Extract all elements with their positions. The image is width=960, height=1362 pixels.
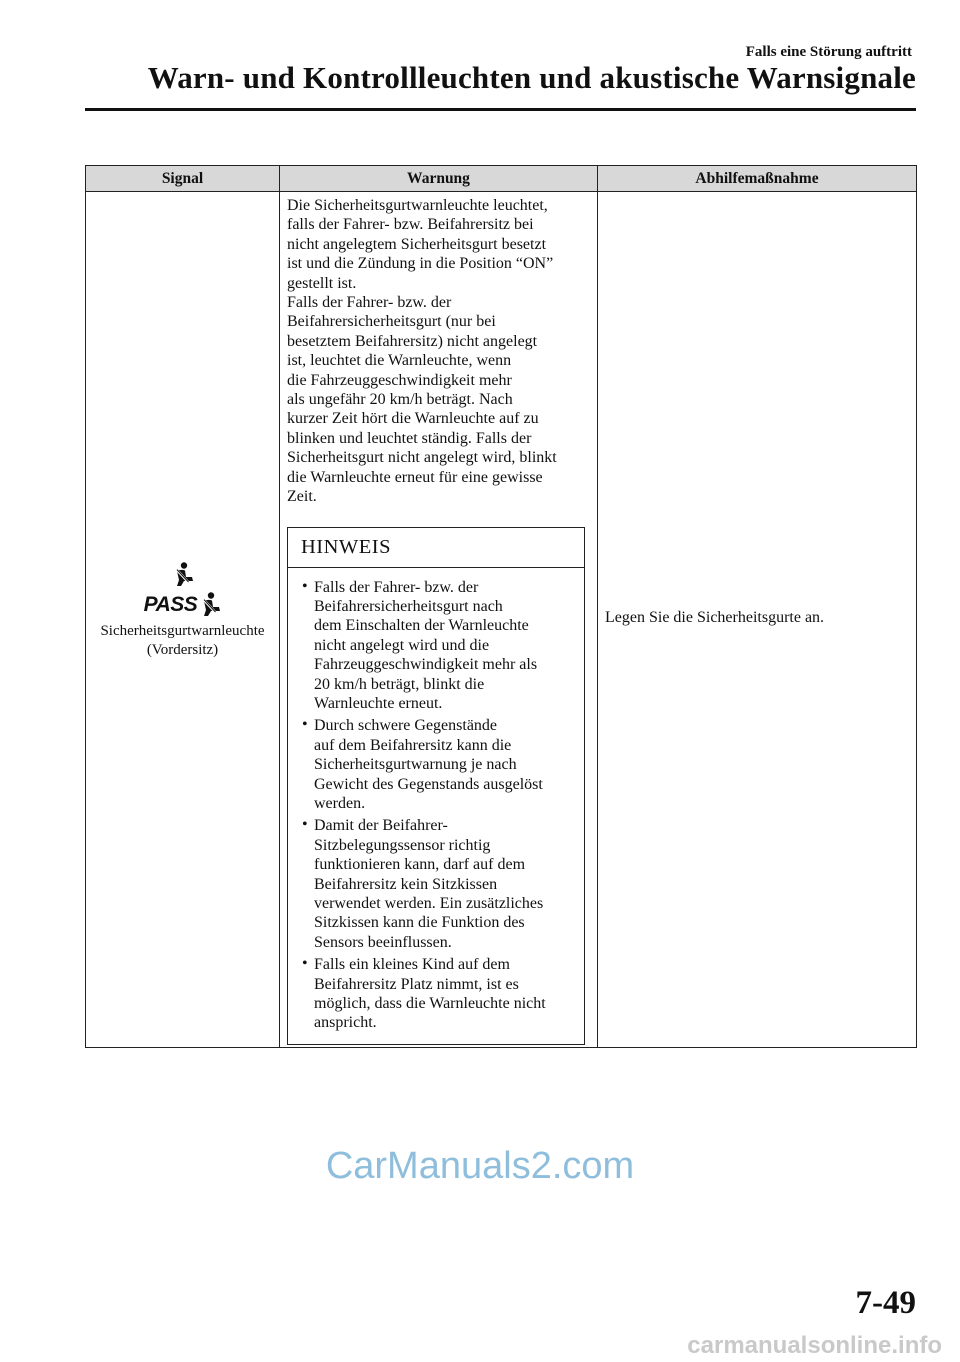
note-line: Damit der Beifahrer- xyxy=(314,817,448,835)
signal-caption xyxy=(86,622,279,660)
warning-line: die Fahrzeuggeschwindigkeit mehr xyxy=(287,371,512,389)
pass-label: PASS xyxy=(143,593,198,616)
note-line: Fahrzeuggeschwindigkeit mehr als xyxy=(314,656,538,674)
column-header-signal: Signal xyxy=(86,166,280,192)
table-row xyxy=(86,192,917,1048)
watermark-logo[interactable]: CarManuals2.com xyxy=(325,1145,635,1187)
signal-subname: (Vordersitz) xyxy=(146,642,219,658)
note-line: Falls ein kleines Kind auf dem xyxy=(314,956,510,974)
note-list xyxy=(288,568,584,1044)
pass-indicator xyxy=(86,592,279,618)
note-line: verwendet werden. Ein zusätzliches xyxy=(314,895,544,912)
note-line: werden. xyxy=(314,794,366,812)
footer-watermark[interactable]: carmanualsonline.info xyxy=(687,1332,942,1359)
column-header-warning: Warnung xyxy=(280,166,598,192)
note-line: Warnleuchte erneut. xyxy=(314,694,443,712)
warning-line: ist, leuchtet die Warnleuchte, wenn xyxy=(287,352,512,370)
bullet-icon: • xyxy=(302,816,308,834)
header-divider xyxy=(85,108,916,111)
warning-line: Beifahrersicherheitsgurt (nur bei xyxy=(287,313,496,331)
note-line: funktionieren kann, darf auf dem xyxy=(314,856,526,874)
section-title: Falls eine Störung auftritt xyxy=(745,44,912,60)
warning-line: Die Sicherheitsgurtwarnleuchte leuchtet, xyxy=(287,197,548,214)
bullet-icon: • xyxy=(302,955,308,973)
bullet-icon: • xyxy=(302,577,308,595)
note-line: Falls der Fahrer- bzw. der xyxy=(314,578,479,596)
warning-line: ist und die Zündung in die Position “ON” xyxy=(287,255,554,273)
list-item xyxy=(302,716,576,813)
seatbelt-warning-icon xyxy=(172,562,194,588)
warning-line: falls der Fahrer- bzw. Beifahrersitz bei xyxy=(287,216,534,234)
note-line: Sicherheitsgurtwarnung je nach xyxy=(314,756,517,774)
warning-line: Zeit. xyxy=(287,488,317,506)
passenger-seatbelt-icon xyxy=(199,592,221,618)
page-number: 7-49 xyxy=(855,1285,916,1321)
warning-text xyxy=(280,192,597,507)
warning-cell xyxy=(280,192,598,1048)
note-line: 20 km/h beträgt, blinkt die xyxy=(314,675,485,693)
note-line: anspricht. xyxy=(314,1014,377,1032)
remedy-cell xyxy=(598,192,917,1048)
note-line: dem Einschalten der Warnleuchte xyxy=(314,617,529,635)
warning-line: Falls der Fahrer- bzw. der xyxy=(287,294,452,312)
note-box xyxy=(287,527,585,1045)
note-line: Sitzkissen kann die Funktion des xyxy=(314,914,525,932)
warning-line: als ungefähr 20 km/h beträgt. Nach xyxy=(287,391,513,409)
note-title: HINWEIS xyxy=(288,528,584,568)
note-line: auf dem Beifahrersitz kann die xyxy=(314,736,512,754)
list-item xyxy=(302,578,576,714)
note-line: möglich, dass die Warnleuchte nicht xyxy=(314,995,546,1013)
warning-line: die Warnleuchte erneut für eine gewisse xyxy=(287,468,543,486)
table-header-row xyxy=(86,166,917,192)
note-line: Beifahrersicherheitsgurt nach xyxy=(314,597,503,615)
list-item xyxy=(302,955,576,1033)
signal-symbol-group xyxy=(86,562,279,660)
note-line: Sitzbelegungssensor richtig xyxy=(314,836,491,854)
warning-line: gestellt ist. xyxy=(287,274,357,292)
warning-line: nicht angelegtem Sicherheitsgurt besetzt xyxy=(287,235,547,253)
note-line: nicht angelegt wird und die xyxy=(314,636,490,654)
note-line: Durch schwere Gegenstände xyxy=(314,717,498,735)
remedy-text: Legen Sie die Sicherheitsgurte an. xyxy=(605,609,825,626)
page-title: Warn- und Kontrollleuchten und akustische Warnsignale xyxy=(147,60,916,95)
signal-name: Sicherheitsgurtwarnleuchte xyxy=(100,623,265,639)
note-line: Beifahrersitz kein Sitzkissen xyxy=(314,875,498,893)
note-line: Gewicht des Gegenstands ausgelöst xyxy=(314,775,543,793)
warning-line: Sicherheitsgurt nicht angelegt wird, blinkt xyxy=(287,449,557,467)
warning-line: kurzer Zeit hört die Warnleuchte auf zu xyxy=(287,410,539,428)
warning-line: besetztem Beifahrersitz) nicht angelegt xyxy=(287,332,538,350)
warning-line: blinken und leuchtet ständig. Falls der xyxy=(287,429,532,447)
note-line: Beifahrersitz Platz nimmt, ist es xyxy=(314,975,519,993)
column-header-remedy: Abhilfemaßnahme xyxy=(598,166,917,192)
bullet-icon: • xyxy=(302,716,308,734)
note-line: Sensors beeinflussen. xyxy=(314,933,452,951)
warning-light-table xyxy=(85,165,917,1048)
list-item xyxy=(302,816,576,952)
signal-cell xyxy=(86,192,280,1048)
